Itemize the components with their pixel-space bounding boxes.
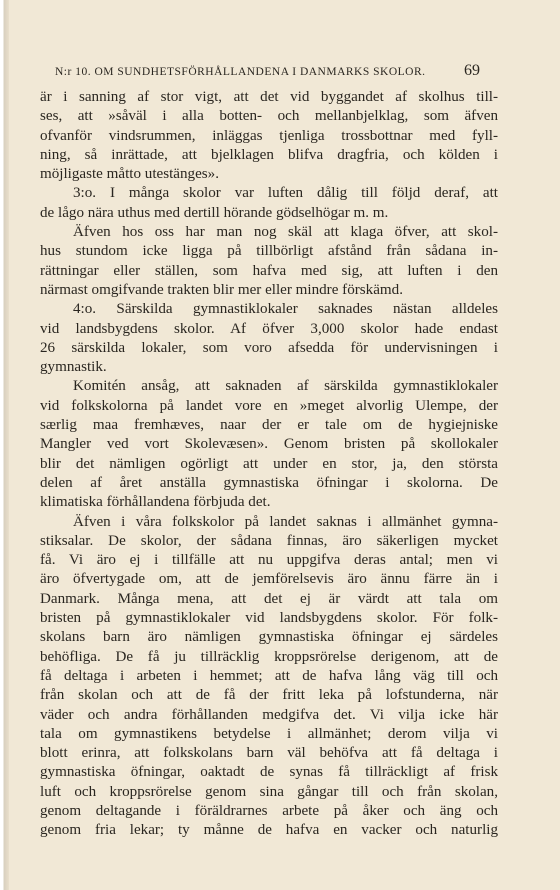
text-line: rättningar eller ställen, som hafva med sig, att luften i den xyxy=(40,262,498,279)
text-line: gymnastiska öfningar, oaktadt de synas få tillräckligt af frisk xyxy=(40,764,498,781)
text-line: Komitén ansåg, att saknaden af särskilda gymnastiklokaler xyxy=(73,378,498,395)
text-line: genom deltagande i föräldrarnes arbete på åker och äng och xyxy=(40,802,498,819)
text-line: väder och andra förhållanden medgifva det. Vi vilja icke här xyxy=(40,706,498,723)
text-line: delen af året anställa gymnastiska öfningar i skolorna. De xyxy=(40,474,498,491)
text-line: Danmark. Många mena, att det ej är värdt att tala om xyxy=(40,590,498,607)
text-line: blott erinra, att folkskolans barn väl behöfva att få deltaga i xyxy=(40,745,498,762)
text-line: blir det nämligen ogörligt att under en stor, ja, den största xyxy=(40,455,498,472)
text-line: 26 särskilda lokaler, som voro afsedda för undervisningen i xyxy=(40,339,498,356)
page-number: 69 xyxy=(464,62,480,79)
text-line: 4:o. Särskilda gymnastiklokaler saknades nästan alldeles xyxy=(73,301,498,318)
text-line: är i sanning af stor vigt, att det vid byggandet af skolhus till- xyxy=(40,89,498,105)
text-line: tala om gymnastikens betydelse i allmänhet; derom vilja vi xyxy=(40,725,498,742)
page-edge xyxy=(0,0,9,890)
text-line: bristen på gymnastiklokaler vid landsbygdens skolor. För folk- xyxy=(40,610,498,627)
text-line: närmast omgifvande trakten blir mer eller mindre förskämd. xyxy=(40,281,403,298)
text-line: få deltaga i arbeten i hemmet; att de hafva lång väg till och xyxy=(40,667,498,684)
text-line: Äfven i våra folkskolor på landet saknas i allmänhet gymna- xyxy=(73,513,498,530)
text-line: få. Vi äro ej i tillfälle att nu uppgifva deras antal; men vi xyxy=(40,552,498,569)
text-line: Mangler ved vort Skolevæsen». Genom bristen på skollokaler xyxy=(40,436,498,453)
text-line: äro öfvertygade om, att de jemförelsevis äro ännu färre än i xyxy=(40,571,498,588)
running-header xyxy=(55,62,480,80)
text-line: luft och kroppsrörelse genom sina gångar till och från skolan, xyxy=(40,783,498,800)
text-line: klimatiska förhållandena förbjuda det. xyxy=(40,494,271,511)
text-line: skolans barn äro nämligen gymnastiska öfningar ej särdeles xyxy=(40,629,498,646)
text-line: 3:o. I många skolor var luften dålig till följd deraf, att xyxy=(73,185,498,202)
text-line: ses, att »såväl i alla botten- och mellanbjelklag, som äfven xyxy=(40,108,498,125)
body-text xyxy=(40,88,498,841)
text-line: særlig maa fremhæves, naar der er tale om de hygiejniske xyxy=(40,417,498,434)
running-title: N:r 10. OM SUNDHETSFÖRHÅLLANDENA I DANMARKS SKOLOR. xyxy=(55,66,426,78)
text-line: ofvanför vindsrummen, inläggas tjenliga trossbottnar med fyll- xyxy=(40,127,498,144)
text-line: möjligaste måtto utestänges». xyxy=(40,166,219,183)
text-line: de lågo nära uthus med dertill hörande gödselhögar m. m. xyxy=(40,204,389,221)
text-line: vid landsbygdens skolor. Af öfver 3,000 skolor hade endast xyxy=(40,320,498,337)
text-line: från skolan och att de få der fritt leka på lofstunderna, när xyxy=(40,687,498,704)
text-line: genom fria lekar; ty månne de hafva en vacker och naturlig xyxy=(40,822,498,839)
text-line: gymnastik. xyxy=(40,359,107,376)
text-line: ning, så inrättade, att bjelklagen blifva dragfria, och kölden i xyxy=(40,146,498,163)
text-line: hus stundom icke ligga på tillbörligt afstånd från sådana in- xyxy=(40,243,498,260)
text-line: behöfliga. De få ju tillräcklig kroppsrörelse derigenom, att de xyxy=(40,648,498,665)
text-line: stiksalar. De skolor, der sådana finnas, äro säkerligen mycket xyxy=(40,532,498,549)
text-line: vid folkskolorna på landet vore en »meget alvorlig Ulempe, der xyxy=(40,397,498,414)
text-line: Äfven hos oss har man nog skäl att klaga öfver, att skol- xyxy=(73,224,498,241)
